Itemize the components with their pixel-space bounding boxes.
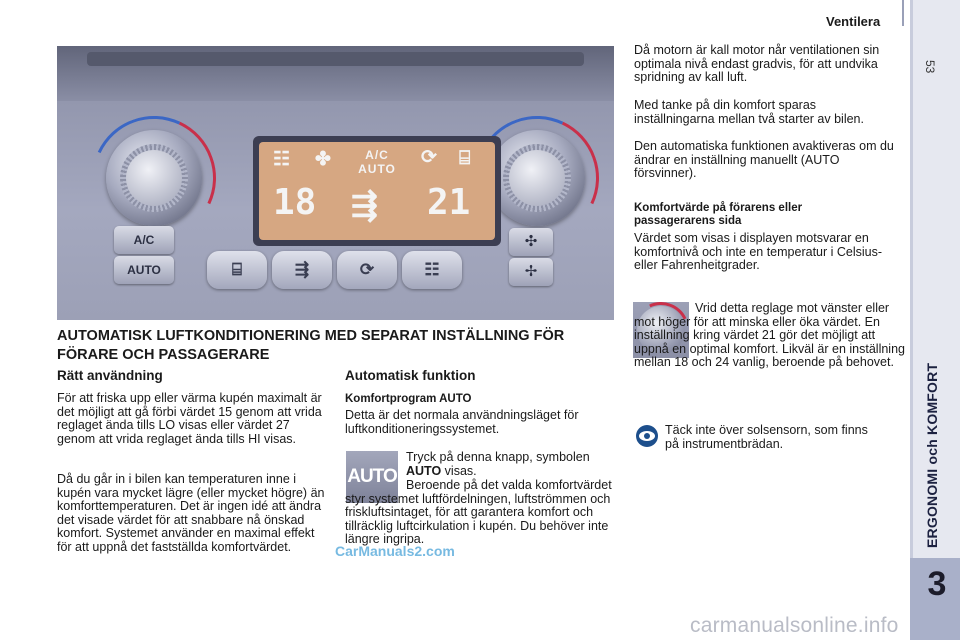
- comfort-value-heading: Komfortvärde på förarens eller passagerarens sida: [634, 202, 803, 227]
- climate-display: [253, 136, 501, 246]
- seated-person-airflow-icon: ⇶: [351, 187, 378, 223]
- windscreen-demist-button[interactable]: ⌸: [207, 251, 267, 289]
- display-ac-label: A/C: [365, 148, 389, 162]
- air-distribution-button[interactable]: ⇶: [272, 251, 332, 289]
- correct-use-paragraph-2: Då du går in i bilen kan temperaturen inne i kupén vara mycket lägre (eller mycket högre) än komforttemperaturen. Det är ingen idé att ändra det visade värdet för att snabbare nå önskad komfort. Systemet använder en maximal effekt för att uppnå det fastställda komfortvärdet.: [57, 472, 325, 554]
- rear-demist-button[interactable]: ☷: [402, 251, 462, 289]
- climate-control-panel-image: [57, 46, 614, 320]
- press-auto-text-bold: AUTO: [406, 463, 442, 478]
- header-divider: [902, 0, 904, 26]
- windscreen-demist-icon: ⌸: [459, 148, 471, 169]
- settings-saved-text: Med tanke på din komfort sparas inställningarna mellan två starter av bilen.: [634, 98, 864, 126]
- climate-display-screen: [259, 142, 495, 240]
- cold-engine-text: Då motorn är kall motor når ventilationen sin optimala nivå endast gradvis, för att undvika spridning av kall luft.: [634, 43, 880, 84]
- ac-button[interactable]: A/C: [114, 226, 174, 254]
- sun-sensor-text: Täck inte över solsensorn, som finns på instrumentbrädan.: [665, 423, 868, 451]
- recirculation-button[interactable]: ⟳: [337, 251, 397, 289]
- press-auto-text-before: Tryck på denna knapp, symbolen: [406, 450, 590, 464]
- chapter-number: 3: [927, 565, 947, 603]
- comfort-program-heading: Komfortprogram AUTO: [345, 393, 472, 405]
- knob-cap: [126, 150, 182, 206]
- knob-cap: [509, 150, 565, 206]
- press-auto-text-after: visas.: [444, 463, 477, 478]
- eye-icon: [636, 425, 658, 447]
- eye-icon-pupil: [644, 433, 650, 439]
- fan-down-button[interactable]: ✢: [509, 258, 553, 286]
- auto-description-text: Beroende på det valda komfortvärdet styr systemet luftfördelningen, luftströmmen och friskluftsintaget, för att garantera komfort och tillräcklig luftcirkulation i kupén. Du behöver inte längre ingripa.: [345, 478, 612, 546]
- chapter-title: ERGONOMI och KOMFORT: [924, 362, 940, 548]
- inline-watermark: CarManuals2.com: [335, 543, 455, 559]
- auto-button-illustration: AUTO: [346, 451, 398, 503]
- dashboard-ridge: [87, 52, 584, 66]
- driver-temperature-knob[interactable]: [106, 130, 202, 226]
- auto-deactivation-text: Den automatiska funktionen avaktiveras om du ändrar en inställning manuellt (AUTO försvinner).: [634, 139, 894, 180]
- auto-button[interactable]: AUTO: [114, 256, 174, 284]
- comfort-program-text: Detta är det normala användningsläget för luftkonditioneringssystemet.: [345, 408, 579, 436]
- display-auto-label: AUTO: [358, 162, 396, 176]
- footer-watermark: carmanualsonline.info: [690, 614, 899, 637]
- rear-demist-icon: ☷: [273, 149, 291, 170]
- main-heading: AUTOMATISK LUFTKONDITIONERING MED SEPARAT INSTÄLLNING FÖR FÖRARE OCH PASSAGERARE: [57, 328, 565, 363]
- chapter-tab-separator: [910, 0, 913, 558]
- correct-use-heading: Rätt användning: [57, 368, 163, 383]
- fan-up-button[interactable]: ✣: [509, 228, 553, 256]
- dashboard-top: [57, 46, 614, 101]
- passenger-temperature-knob[interactable]: [489, 130, 585, 226]
- driver-temperature-value: 18: [273, 182, 317, 223]
- recirculation-icon: ⟳: [421, 147, 437, 168]
- section-title: Ventilera: [826, 14, 881, 29]
- passenger-temperature-value: 21: [427, 182, 471, 223]
- page-number: 53: [923, 60, 937, 74]
- comfort-value-text: Värdet som visas i displayen motsvarar en komfortnivå och inte en temperatur i Celsius- eller Fahrenheitgrader.: [634, 231, 883, 272]
- correct-use-paragraph-1: För att friska upp eller värma kupén maximalt är det möjligt att gå förbi värdet 15 genom att vrida reglaget ända tills LO visas eller värdet 27 genom att vrida reglaget ända tills HI visas.: [57, 391, 322, 446]
- automatic-function-heading: Automatisk funktion: [345, 368, 476, 383]
- air-flow-icon: ✤: [315, 149, 331, 170]
- knob-instruction-text: Vrid detta reglage mot vänster eller mot höger för att minska eller öka värdet. En inställning kring värdet 21 gör det möjligt att uppnå en optimal komfort. Likväl är en inställning mellan 18 och 24 vanlig, beroende på behovet.: [634, 301, 905, 369]
- press-auto-text: [406, 451, 616, 478]
